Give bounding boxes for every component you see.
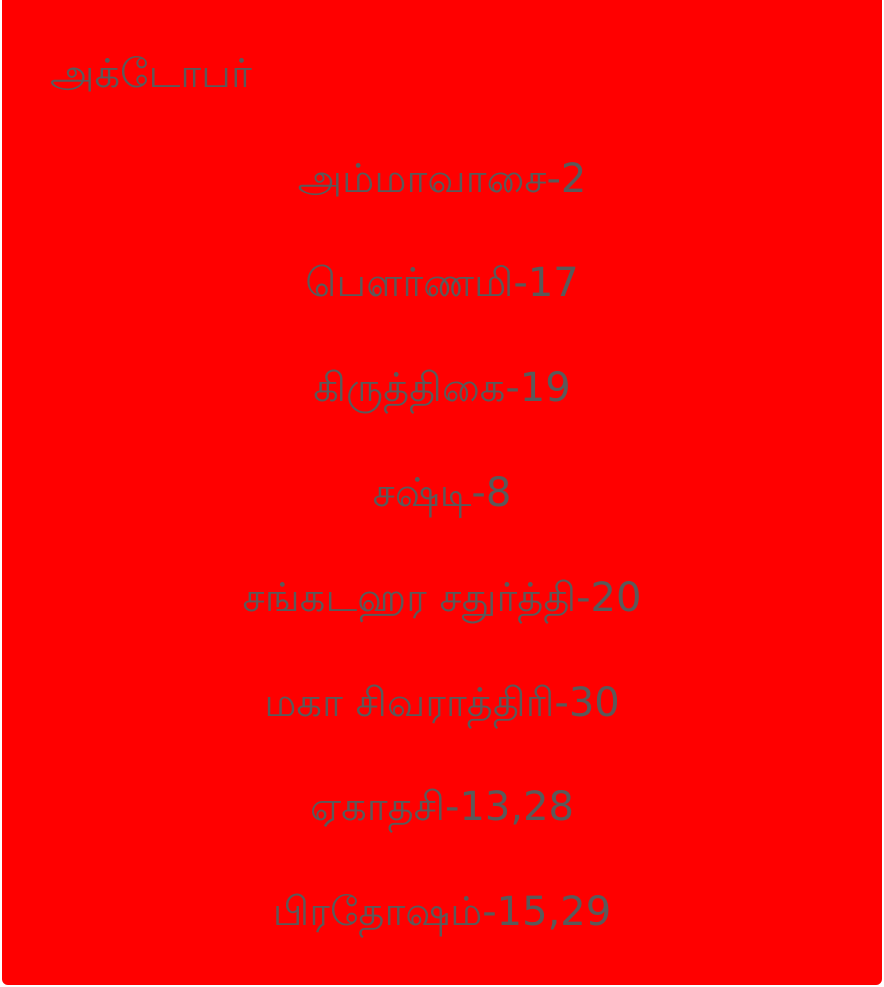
event-sashti: சஷ்டி-8 bbox=[372, 470, 512, 516]
event-kiruthigai: கிருத்திகை-19 bbox=[313, 365, 571, 411]
event-sankatahara-chaturthi: சங்கடஹர சதுர்த்தி-20 bbox=[242, 575, 642, 621]
event-pradosham: பிரதோஷம்-15,29 bbox=[272, 889, 612, 935]
event-pournami: பௌர்ணமி-17 bbox=[305, 260, 579, 306]
event-amavasai: அம்மாவாசை-2 bbox=[297, 156, 587, 202]
month-events-card bbox=[2, 0, 882, 985]
event-ekadasi: ஏகாதசி-13,28 bbox=[310, 784, 574, 830]
month-title: அக்டோபர் bbox=[50, 51, 252, 97]
event-maha-shivaratri: மகா சிவராத்திரி-30 bbox=[264, 680, 620, 726]
